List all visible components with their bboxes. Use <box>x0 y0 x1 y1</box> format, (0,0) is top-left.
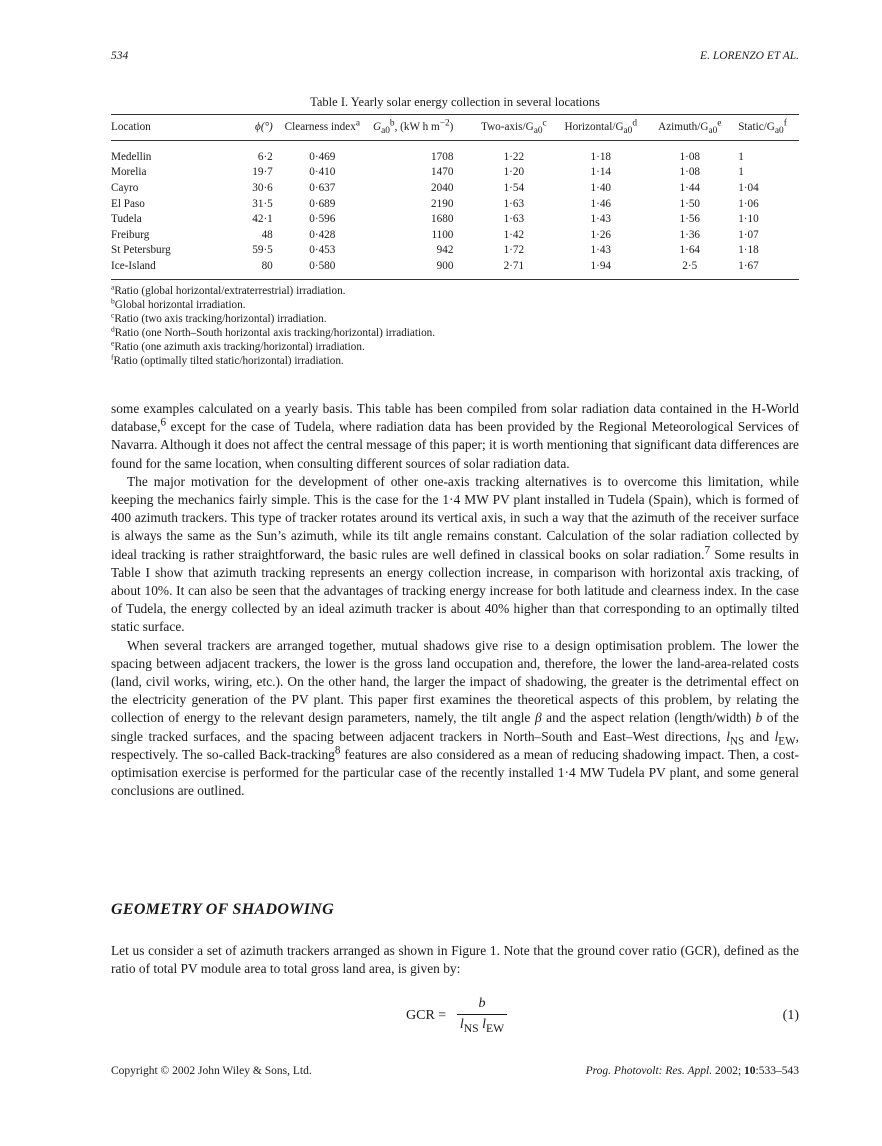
cell-g: 900 <box>372 258 476 279</box>
cell-azimuth: 1·08 <box>679 166 701 179</box>
cell-two-axis: 1·22 <box>503 150 525 163</box>
footnote <box>111 312 435 326</box>
cell-static: 1·06 <box>738 197 759 210</box>
col-clearness-sup: a <box>355 118 360 129</box>
col-latitude-label: ϕ(°) <box>255 121 273 133</box>
col-g-close: ) <box>449 121 454 133</box>
col-hor-sub: a0 <box>623 126 633 137</box>
cell-horizontal: 1·26 <box>590 228 612 241</box>
equation-number: (1) <box>782 1008 799 1023</box>
paragraph-1 <box>111 400 799 473</box>
cell-horizontal: 1·18 <box>590 150 612 163</box>
cell-two-axis: 2·71 <box>475 258 552 279</box>
page-footer <box>111 1065 799 1077</box>
equation-numerator: b <box>457 996 507 1015</box>
cell-phi: 19·7 <box>252 166 273 179</box>
cell-horizontal: 1·40 <box>590 181 612 194</box>
table-row <box>111 180 799 196</box>
solar-energy-table <box>111 114 799 280</box>
cell-location: St Petersburg <box>111 244 171 257</box>
journal-citation <box>586 1065 799 1077</box>
cell-location: El Paso <box>111 197 145 210</box>
footnote <box>111 298 435 312</box>
cell-two-axis: 1·42 <box>503 228 525 241</box>
p2-text-b: Some results in Table I show that azimuth tracking represents an energy collection increase, in comparison with horizontal axis tracking, of about 10%. It can also be seen that the advantages of tracking energy increase for both latitude and clearness index. In the case of Tudela, the energy collected by an ideal azimuth tracker is about 40% higher than that corresponding to an optimally tilted static surface. <box>111 546 800 635</box>
p3-text-b: and the aspect relation (length/width) <box>541 710 756 726</box>
cell-location: Morelia <box>111 166 147 179</box>
section-paragraph: Let us consider a set of azimuth trackers arranged as shown in Figure 1. Note that the ground cover ratio (GCR), defined as the ratio of total PV module area to total gross land area, is given by: <box>111 943 799 977</box>
col-location: Location <box>111 115 222 141</box>
cell-location: Ice-Island <box>111 258 222 279</box>
cell-clearness: 0·428 <box>309 228 336 241</box>
p3-text-a: When several trackers are arranged together, mutual shadows give rise to a design optimisation problem. The lower the spacing between adjacent trackers, the lower is the gross land occupation and, therefore, the lower the land-area-related costs (land, civil works, wiring, etc.). On the other hand, the larger the impact of shadowing, the greater is the detrimental effect on the electricity generation of the PV plant. This paper first examines the theoretical aspects of this problem, by relating the collection of energy to the relevant design parameters, namely, the tilt angle <box>111 637 799 726</box>
col-az-label: Azimuth/G <box>658 121 709 133</box>
cell-horizontal: 1·43 <box>590 244 612 257</box>
col-g-exp: −2 <box>439 118 450 129</box>
cell-g: 1708 <box>431 150 454 163</box>
equation-1 <box>111 996 799 1040</box>
var-beta: β <box>534 710 542 726</box>
col-two-label: Two-axis/G <box>481 121 534 133</box>
cell-g: 942 <box>436 244 454 257</box>
cell-azimuth: 1·08 <box>679 150 701 163</box>
cell-static: 1·67 <box>730 258 799 279</box>
footnote-text: Ratio (one azimuth axis tracking/horizontal) irradiation. <box>114 341 365 353</box>
footnote-text: Ratio (two axis tracking/horizontal) irradiation. <box>114 313 327 325</box>
col-clearness-label: Clearness index <box>284 121 356 133</box>
p3-text-c: of the single tracked surfaces, and the spacing between adjacent trackers in North–South and East–West directions, <box>111 710 799 744</box>
footnote <box>111 326 435 340</box>
col-az-sub: a0 <box>708 126 718 137</box>
col-static <box>730 115 799 141</box>
equation-denominator <box>457 1015 507 1033</box>
cell-location: Cayro <box>111 181 139 194</box>
cell-static: 1·07 <box>738 228 759 241</box>
cell-phi: 48 <box>261 228 273 241</box>
cell-clearness: 0·637 <box>309 181 336 194</box>
cell-horizontal: 1·94 <box>552 258 649 279</box>
cell-azimuth: 1·44 <box>679 181 701 194</box>
cell-clearness: 0·689 <box>309 197 336 210</box>
footnote <box>111 340 435 354</box>
cell-phi: 31·5 <box>252 197 273 210</box>
journal-pages: :533–543 <box>755 1065 799 1077</box>
cell-location: Freiburg <box>111 228 150 241</box>
col-azimuth <box>649 115 730 141</box>
footnote-mark: b <box>111 296 115 306</box>
col-two-sub: a0 <box>533 126 543 137</box>
cell-two-axis: 1·54 <box>503 181 525 194</box>
running-head <box>111 50 799 62</box>
eq-sub2: EW <box>486 1021 505 1035</box>
citation-ref: 8 <box>334 744 341 757</box>
p3-text-d: , respectively. The so-called Back-tracking <box>111 728 800 762</box>
copyright: Copyright © 2002 John Wiley & Sons, Ltd. <box>111 1065 312 1077</box>
footnote <box>111 354 435 368</box>
footnote <box>111 284 435 298</box>
table-row <box>111 227 799 243</box>
cell-azimuth: 1·56 <box>679 213 701 226</box>
cell-phi: 6·2 <box>257 150 273 163</box>
eq-l1: l <box>459 1017 464 1032</box>
equation-lhs: GCR = <box>406 1008 447 1023</box>
paragraph-2 <box>111 473 799 637</box>
cell-clearness: 0·410 <box>309 166 336 179</box>
table-row <box>111 258 799 279</box>
footnote-text: Ratio (one North–South horizontal axis tracking/horizontal) irradiation. <box>114 327 436 339</box>
col-g-sup: b <box>389 118 395 129</box>
table-row <box>111 211 799 227</box>
var-lns-sub: NS <box>729 735 745 748</box>
col-latitude <box>222 115 273 141</box>
var-lns: l <box>726 728 730 744</box>
cell-two-axis: 1·20 <box>503 166 525 179</box>
col-horizontal <box>552 115 649 141</box>
cell-static: 1·18 <box>738 244 759 257</box>
table-row <box>111 141 799 165</box>
cell-clearness: 0·453 <box>309 244 336 257</box>
cell-g: 1470 <box>431 166 454 179</box>
col-st-label: Static/G <box>738 121 775 133</box>
cell-two-axis: 1·63 <box>503 213 525 226</box>
eq-l2: l <box>482 1017 487 1032</box>
page-number: 534 <box>111 50 129 62</box>
cell-clearness: 0·596 <box>309 213 336 226</box>
footnote-mark: d <box>111 324 115 334</box>
cell-horizontal: 1·46 <box>590 197 612 210</box>
col-hor-label: Horizontal/G <box>564 121 624 133</box>
footnote-text: Ratio (global horizontal/extraterrestrial) irradiation. <box>114 285 346 297</box>
p2-text-a: The major motivation for the development of other one-axis tracking alternatives is to overcome this limitation, while keeping the mechanics fairly simple. This is the case for the 1·4 MW PV plant installed in Tudela (Spain), which is formed of 400 azimuth trackers. This type of tracker rotates around its vertical axis, in such a way that the azimuth of the receiver surface is always the same as the Sun’s azimuth, while its tilt angle remains constant. Calculation of the solar radiation collected by ideal tracking is rather straightforward, the basic rules are well defined in classical books on solar radiation. <box>111 473 799 562</box>
var-lew: l <box>774 728 779 744</box>
col-global-irradiation <box>372 115 476 141</box>
cell-location: Tudela <box>111 213 142 226</box>
equation-fraction <box>457 996 507 1033</box>
cell-location: Medellin <box>111 150 152 163</box>
col-hor-sup: d <box>632 118 638 129</box>
table-footnotes <box>111 284 435 368</box>
journal-year: 2002; <box>712 1065 745 1077</box>
cell-azimuth: 1·36 <box>679 228 701 241</box>
p3-text-e: features are also considered as a mean of reducing shadowing impact. Then, a cost-optimisation exercise is performed for the particular case of the recently installed 1·4 MW Tudela PV plant, and some general conclusions are outlined. <box>111 746 799 799</box>
cell-g: 1680 <box>431 213 454 226</box>
cell-phi: 42·1 <box>252 213 273 226</box>
col-two-axis <box>475 115 552 141</box>
eq-sub1: NS <box>463 1021 479 1035</box>
cell-phi: 30·6 <box>252 181 273 194</box>
journal-name: Prog. Photovolt: Res. Appl. <box>585 1065 713 1077</box>
cell-azimuth: 1·50 <box>679 197 701 210</box>
col-two-sup: c <box>542 118 547 129</box>
citation-ref: 7 <box>704 544 711 557</box>
table-row <box>111 165 799 181</box>
footnote-text: Ratio (optimally tilted static/horizontal) irradiation. <box>113 355 344 367</box>
col-g-label: G <box>372 121 382 133</box>
cell-clearness: 0·580 <box>273 258 372 279</box>
p3-and: and <box>744 728 775 744</box>
footnote-mark: e <box>111 338 115 348</box>
var-b: b <box>755 710 763 726</box>
cell-phi: 80 <box>222 258 273 279</box>
cell-horizontal: 1·43 <box>590 213 612 226</box>
cell-static: 1·10 <box>738 213 759 226</box>
table-row <box>111 243 799 259</box>
col-st-sub: a0 <box>774 126 784 137</box>
cell-static: 1 <box>738 150 744 163</box>
col-g-sub: a0 <box>381 126 390 137</box>
table-header-row <box>111 115 799 141</box>
p1-text-b: except for the case of Tudela, where radiation data has been provided by the Regional Meteorological Services of Navarra. Although it does not affect the central message of this paper; it is worth mentioning that significant data differences are found for the same location, when consulting different sources of solar radiation data. <box>111 419 799 471</box>
cell-phi: 59·5 <box>252 244 273 257</box>
var-lew-sub: EW <box>778 735 796 748</box>
journal-volume: 10 <box>744 1065 756 1077</box>
cell-clearness: 0·469 <box>309 150 336 163</box>
footnote-mark: f <box>111 352 114 362</box>
table-caption: Table I. Yearly solar energy collection in several locations <box>310 95 600 109</box>
p1-text-a: some examples calculated on a yearly basis. This table has been compiled from solar radiation data contained in the H-World database, <box>111 401 799 435</box>
cell-azimuth: 1·64 <box>679 244 701 257</box>
body-text <box>111 400 799 800</box>
cell-horizontal: 1·14 <box>590 166 612 179</box>
footnote-mark: a <box>111 282 115 292</box>
cell-g: 2040 <box>431 181 454 194</box>
cell-two-axis: 1·63 <box>503 197 525 210</box>
cell-two-axis: 1·72 <box>503 244 525 257</box>
citation-ref: 6 <box>160 416 167 429</box>
cell-g: 2190 <box>431 197 454 210</box>
footnote-text: Global horizontal irradiation. <box>114 299 246 311</box>
cell-g: 1100 <box>431 228 454 241</box>
col-st-sup: f <box>783 118 787 129</box>
paragraph-3 <box>111 637 799 801</box>
col-az-sup: e <box>717 118 722 129</box>
col-g-units: , (kW h m <box>394 121 440 133</box>
footnote-mark: c <box>111 310 115 320</box>
section-heading: GEOMETRY OF SHADOWING <box>111 901 334 918</box>
cell-azimuth: 2·5 <box>649 258 730 279</box>
cell-static: 1·04 <box>738 181 759 194</box>
col-clearness <box>273 115 372 141</box>
table-row <box>111 196 799 212</box>
running-authors: E. LORENZO ET AL. <box>700 50 799 62</box>
cell-static: 1 <box>738 166 744 179</box>
